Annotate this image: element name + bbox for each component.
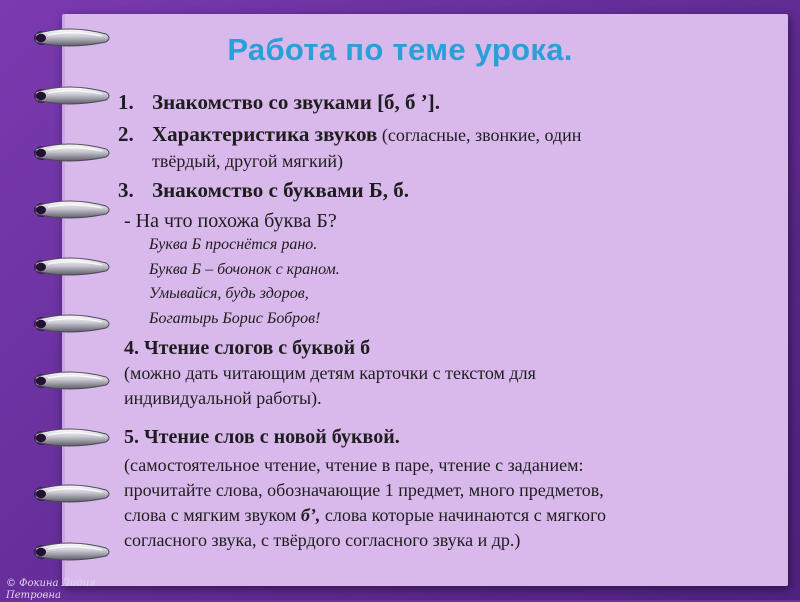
- list-item-note: (согласные, звонкие, один: [377, 125, 582, 145]
- binder-ring-icon: [28, 540, 112, 564]
- soft-b-sound: б’,: [300, 505, 321, 525]
- list-item-number: 1.: [118, 90, 134, 114]
- binder-ring-icon: [28, 369, 112, 393]
- section-5-text: слова которые начинаются с мягкого: [320, 505, 606, 525]
- section-5-line: согласного звука, с твёрдого согласного звука и др.): [124, 530, 521, 550]
- section-5-line: прочитайте слова, обозначающие 1 предмет, много предметов,: [124, 480, 604, 500]
- section-4-line: (можно дать читающим детям карточки с текстом для: [124, 363, 536, 383]
- list-item-text: Характеристика звуков: [152, 122, 378, 146]
- binder-ring-icon: [28, 141, 112, 165]
- copyright-line: © Фокина Лидия: [6, 578, 96, 589]
- poem-line: Буква Б – бочонок с краном.: [149, 260, 340, 278]
- poem-line: Буква Б проснётся рано.: [149, 236, 318, 253]
- page-title: Работа по теме урока.: [227, 32, 573, 67]
- section-5-line: (самостоятельное чтение, чтение в паре, чтение с заданием:: [124, 455, 584, 475]
- list-item-number: 3.: [118, 178, 134, 202]
- poem-line: Умывайся, будь здоров,: [149, 285, 309, 302]
- section-4-heading: 4. Чтение слогов с буквой б: [124, 337, 371, 359]
- binder-ring-icon: [28, 482, 112, 506]
- section-5-heading: 5. Чтение слов с новой буквой.: [124, 426, 400, 448]
- list-item-1: [118, 89, 440, 115]
- binder-ring-icon: [28, 198, 112, 222]
- copyright-line: Петровна: [6, 590, 61, 601]
- question-line: - На что похожа буква Б?: [124, 210, 337, 232]
- section-5: [124, 424, 606, 553]
- poem: [149, 233, 340, 331]
- list-item-2: [118, 121, 581, 148]
- section-4-line: индивидуальной работы).: [124, 388, 322, 408]
- section-5-line-3: [124, 503, 606, 528]
- list-item-text: Знакомство с буквами Б, б.: [152, 178, 409, 202]
- copyright-footer: [6, 578, 96, 602]
- binder-ring-icon: [28, 84, 112, 108]
- list-item-text: Знакомство со звуками [б, б ’].: [152, 90, 441, 114]
- binder-ring-icon: [28, 426, 112, 450]
- section-5-text: слова с мягким звуком: [124, 505, 301, 525]
- poem-line: Богатырь Борис Бобров!: [149, 309, 321, 327]
- binder-ring-icon: [28, 255, 112, 279]
- list-item-2-continuation: твёрдый, другой мягкий): [152, 151, 344, 171]
- list-item-number: 2.: [118, 122, 134, 146]
- binder-ring-icon: [28, 312, 112, 336]
- list-item-3: [118, 177, 409, 203]
- section-4: [124, 335, 536, 411]
